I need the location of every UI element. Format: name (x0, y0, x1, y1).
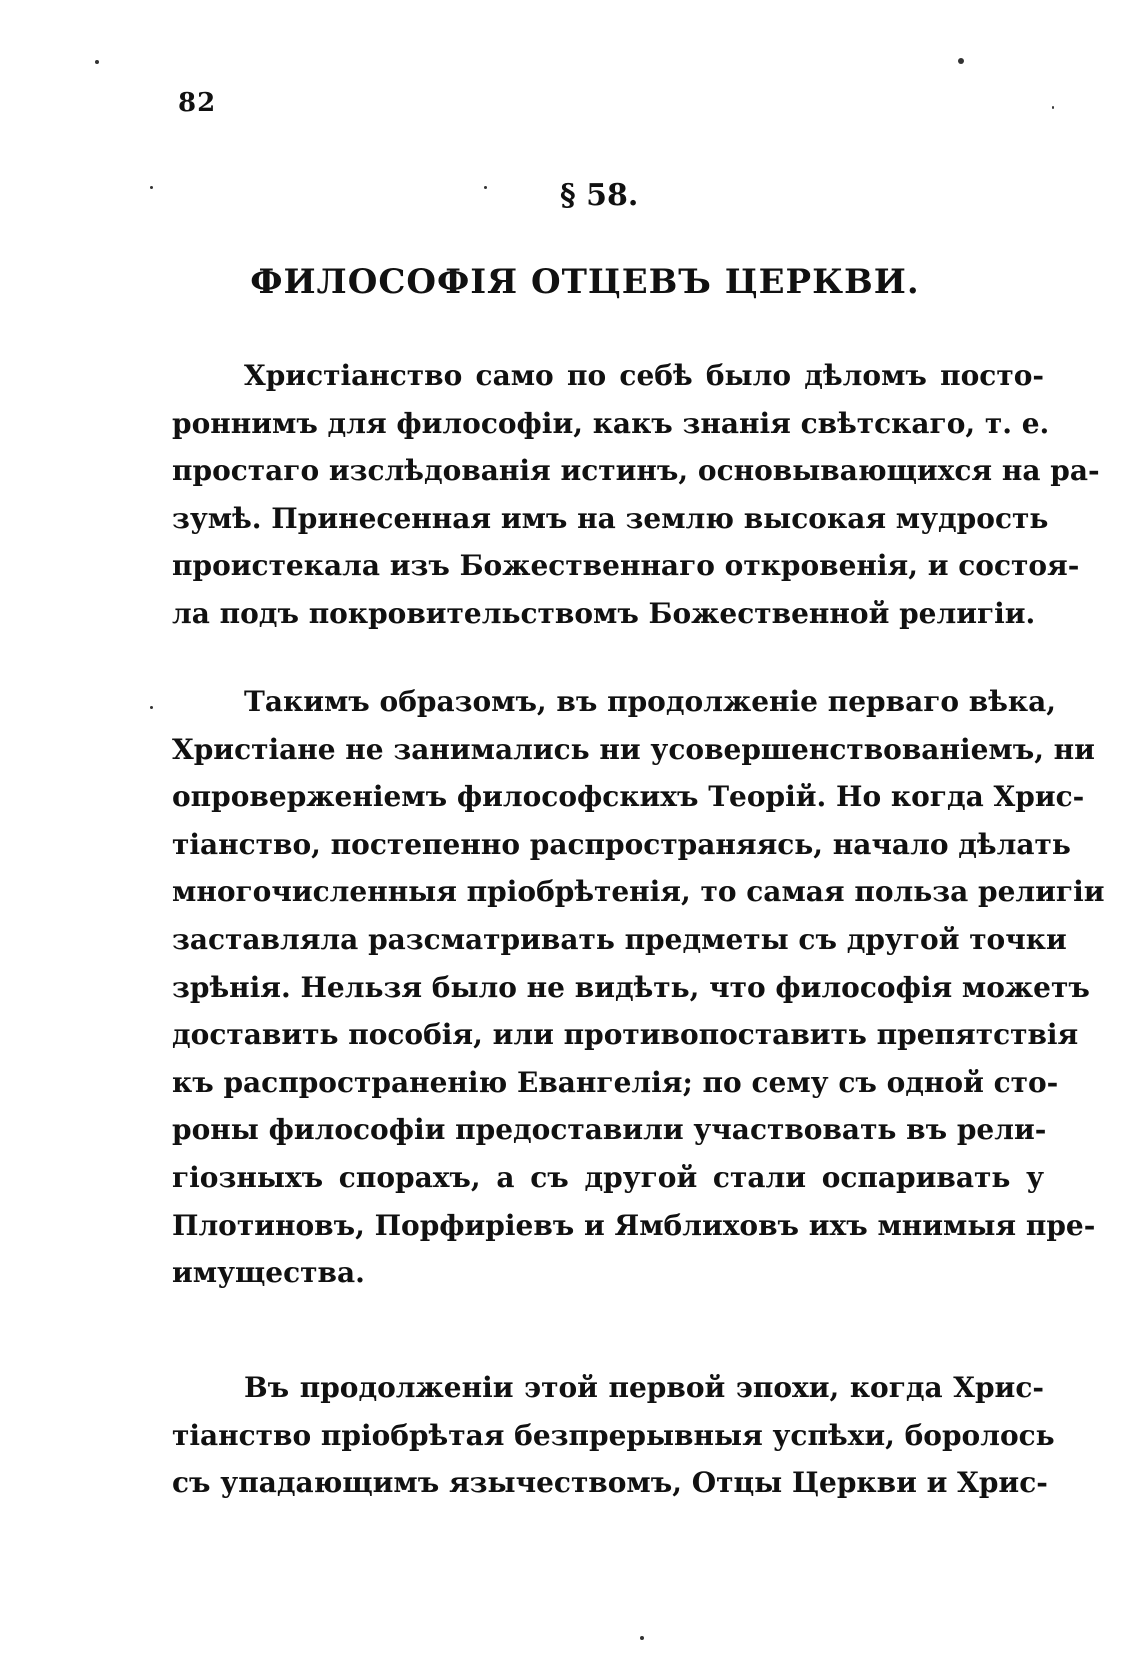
text-line: зрѣнія. Нельзя было не видѣть, что философія можетъ (172, 970, 1090, 1004)
text-line: доставить пособія, или противопоставить препятствія (172, 1018, 1079, 1052)
text-line: тіанство, постепенно распространяясь, начало дѣлать (172, 827, 1071, 861)
text-line: тіанство пріобрѣтая безпрерывныя успѣхи, боролось (172, 1418, 1055, 1452)
paragraph-2 (172, 678, 1105, 1297)
paragraph-1 (172, 352, 1100, 638)
text-line: роны философіи предоставили участвовать въ рели- (172, 1113, 1047, 1147)
text-line: Въ продолженіи этой первой эпохи, когда Хрис- (244, 1371, 1044, 1404)
text-line: зумѣ. Принесенная имъ на землю высокая мудрость (172, 501, 1049, 535)
page-number: 82 (178, 88, 217, 118)
text-line: опроверженіемъ философскихъ Теорій. Но когда Хрис- (172, 780, 1085, 814)
text-line: многочисленныя пріобрѣтенія, то самая польза религіи (172, 875, 1105, 909)
text-line: къ распространенію Евангелія; по сему съ одной сто- (172, 1065, 1059, 1099)
text-line: Такимъ образомъ, въ продолженіе перваго вѣка, (244, 685, 1057, 718)
text-line: имущества. (172, 1256, 365, 1290)
text-line: проистекала изъ Божественнаго откровенія, и состоя- (172, 549, 1080, 583)
text-line: заставляла разсматривать предметы съ другой точки (172, 922, 1067, 956)
text-line: Плотиновъ, Порфиріевъ и Ямблиховъ ихъ мнимыя пре- (172, 1208, 1096, 1242)
scan-speck (150, 186, 153, 189)
scan-speck (640, 1636, 644, 1640)
text-line: Христіанство само по себѣ было дѣломъ посто- (244, 359, 1044, 392)
section-number: § 58. (560, 178, 639, 213)
paragraph-3 (172, 1364, 1055, 1507)
scan-speck (484, 186, 487, 189)
text-line: гіозныхъ спорахъ, а съ другой стали оспаривать у (172, 1160, 1044, 1194)
text-line: ла подъ покровительствомъ Божественной религіи. (172, 596, 1036, 630)
scan-speck (958, 58, 964, 64)
scan-speck (1052, 106, 1054, 109)
text-line: Христіане не занимались ни усовершенствованіемъ, ни (172, 732, 1095, 766)
text-line: роннимъ для философіи, какъ знанія свѣтскаго, т. е. (172, 406, 1050, 440)
text-line: съ упадающимъ язычествомъ, Отцы Церкви и Хрис- (172, 1466, 1048, 1500)
scan-speck (150, 706, 153, 709)
scan-speck (95, 60, 99, 64)
text-line: простаго изслѣдованія истинъ, основывающихся на ра- (172, 454, 1100, 488)
chapter-heading: ФИЛОСОФІЯ ОТЦЕВЪ ЦЕРКВИ. (250, 262, 920, 302)
